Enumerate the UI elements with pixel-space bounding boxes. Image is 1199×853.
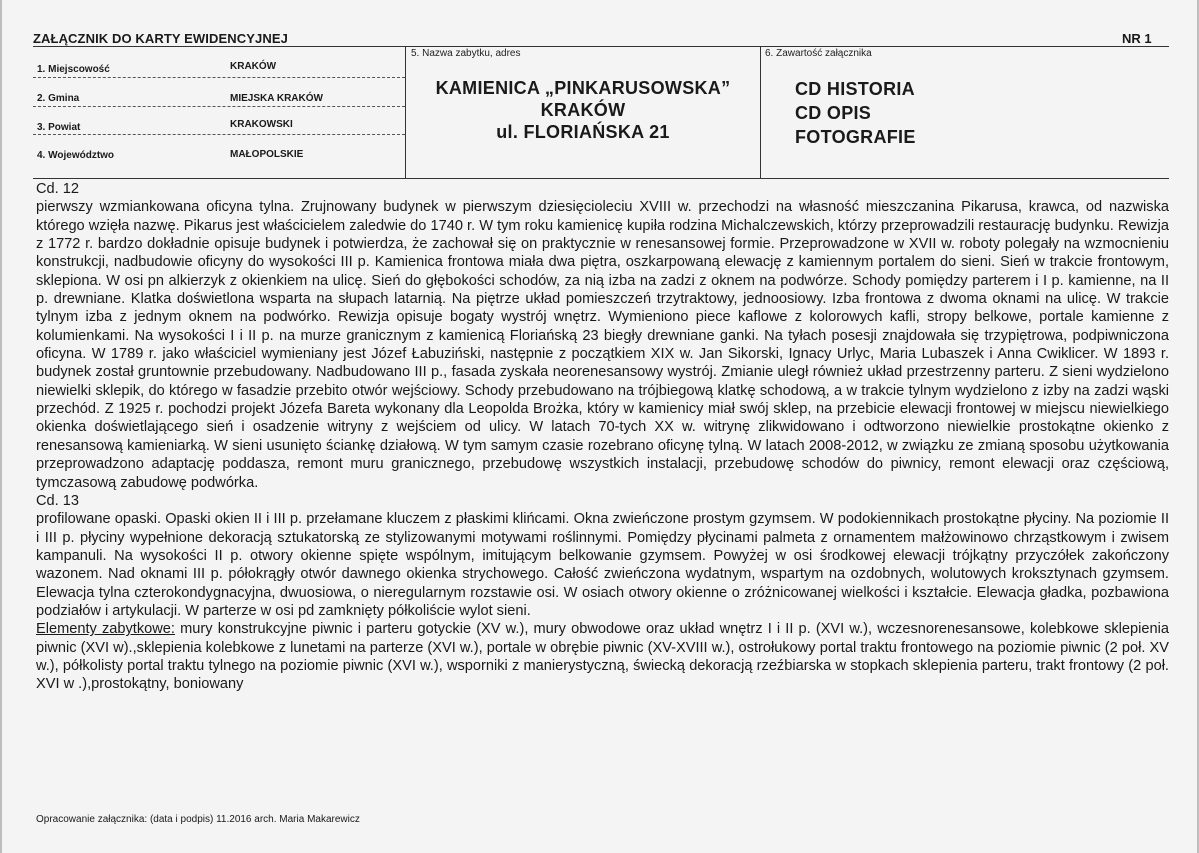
header-rule [33, 46, 1169, 47]
field-value-commune: MIEJSKA KRAKÓW [230, 93, 323, 104]
field-label-county: 3. Powiat [37, 122, 81, 133]
attachment-contents [795, 77, 916, 149]
attachment-title: ZAŁĄCZNIK DO KARTY EWIDENCYJNEJ [33, 31, 288, 46]
field-value-county: KRAKOWSKI [230, 119, 293, 130]
description-body [36, 180, 1169, 694]
history-paragraph: pierwszy wzmiankowana oficyna tylna. Zrujnowany budynek w pierwszym dziesięcioleciu XVIII w. przechodzi na własność mieszczanina Pikarusa, krawca, od nazwiska którego wzięła nazwę. Pikarus jest właścicielem zaledwie do 1740 r. W tym roku kamienicę kupiła rodzina Michalczewskich, którzy przeprowadzili restaurację budynku. Rewizja z 1772 r. bardzo dokładnie opisuje budynek i potwierdza, że zachował się on praktycznie w renesansowej formie. Przeprowadzone w XVII w. roboty polegały na wzmocnieniu konstrukcji, nadbudowie oficyny do wysokości III p. Kamienica frontowa miała dwa piętra, oszkarpowaną elewację z kamiennym portalem do sieni. Sień w trakcie frontowym, sklepiona. W osi pn alkierzyk z okienkiem na ulicę. Sień do głębokości schodów, za nią izba na zadzi z oknem na podwórze. Schody pomiędzy parterem i I p. kamienne, na II p. drewniane. Klatka doświetlona wsparta na słupach latarnią. Na piętrze układ pomieszczeń trzytraktowy, jednoosiowy. Izba frontowa z dwoma oknami na ulicę. W trakcie tylnym izba z jednym oknem na podwórko. Rewizja opisuje bogaty wystrój wnętrz. Wymieniono piece kaflowe z kolorowych kafli, stropy belkowe, portale kamienne z kolumienkami. Na wysokości I i II p. na murze granicznym z kamienicą Floriańską 23 biegły drewniane ganki. Na tyłach posesji znajdowała się trzypiętrowa, podpiwniczona oficyna. W 1789 r. jako właściciel wymieniany jest Józef Łabuziński, następnie z początkiem XIX w. Jan Sikorski, Ignacy Urlyc, Maria Lubaszek i Anna Cwiklicer. W 1893 r. budynek został gruntownie przebudowany. Nadbudowano III p., fasada zyskała neorenesansowy wystrój. Zmianie uległ również układ przestrzenny parteru. Z sieni wydzielono niewielki sklepik, do którego w fasadzie przebito otwór wejściowy. Schody przebudowano na trójbiegową klatkę schodową, a w trakcie tylnym wydzielono z izby na zadzi wąski przechód. Z 1925 r. pochodzi projekt Józefa Bareta wykonany dla Leopolda Brożka, który w kamienicy miał swój sklep, na przebicie elewacji frontowej w miejscu niewielkiego okienka doświetlającego sień i osadzenie witryny z wejściem od ulicy. W latach 70-tych XX w. witrynę zlikwidowano i odtworzono niewielkie prostokątne okienko z renesansową kamieniarką. W sieni usunięto ściankę działową. W tym samym czasie rozebrano oficynę tylną. W latach 2008-2012, w związku ze zmianą sposobu użytkowania przeprowadzono adaptację poddasza, remont muru granicznego, przebudowę wszystkich instalacji, przebudowę schodów do piwnicy, remont elewacji oraz częściową, tymczasową zabudowę podwórka. [36, 199, 1169, 491]
monument-name-address [413, 77, 753, 143]
content-item: FOTOGRAFIE [795, 127, 916, 147]
description-paragraph: profilowane opaski. Opaski okien II i III p. przełamane kluczem z płaskimi klińcami. Okna zwieńczone prostym gzymsem. W podokiennikach prostokątne płyciny. Na poziomie II i III p. płyciny wypełnione dekoracją sztukatorską ze stylizowanymi motywami roślinnymi. Pomiędzy płycinami palmeta z ornamentem małżowinowo chrząstkowym i zwisem kampanuli. Na wysokości II p. otwory okienne spięte wspólnym, imitującym belkowanie gzymsem. Powyżej w osi środkowej elewacji trójkątny przyczółek zakończony wazonem. Nad oknami III p. półokrągły otwór dawnego okienka strychowego. Całość zwieńczona wydatnym, wspartym na ozdobnych, wolutowych kroksztynach gzymsem. Elewacja tylna czterokondygnacyjna, dwuosiowa, o nieregularnym rozstawie osi. W osiach otwory okienne o zróżnicowanej wielkości i kształcie. Elewacja gładka, pozbawiona podziałów i artykulacji. W parterze w osi pd zamknięty półkoliście wylot sieni. [36, 511, 1169, 619]
name-box-label: 5. Nazwa zabytku, adres [411, 48, 521, 59]
historic-elements-paragraph [36, 620, 1169, 693]
column-divider-left [405, 46, 406, 179]
monument-street: ul. FLORIAŃSKA 21 [496, 122, 670, 142]
historic-elements-label: Elementy zabytkowe: [36, 621, 175, 638]
field-value-voivodeship: MAŁOPOLSKIE [230, 149, 304, 160]
field-value-locality: KRAKÓW [230, 61, 277, 72]
historic-elements-text: mury konstrukcyjne piwnic i parteru gotyckie (XV w.), mury obwodowe oraz układ wnętrz I i II p. (XVI w.), wczesnorenesansowe, kolebkowe sklepienia piwnic (XVI w).,sklepienia kolebkowe z lunetami na parterze (XVI w.), portale w obrębie piwnic (XV-XVIII w.), ostrołukowy portal traktu frontowego na poziomie piwnic (2 poł. XV w.), półkolisty portal traktu tylnego na poziomie piwnic (XVI w.), wsporniki z manierystyczną, świecką dekoracją rzeźbiarska w stopkach sklepienia parteru, trakt frontowy (2 poł. XVI w .),prostokątny, boniowany [36, 621, 1169, 693]
field-separator [33, 106, 405, 107]
field-separator [33, 134, 405, 135]
monument-name: KAMIENICA „PINKARUSOWSKA” [435, 78, 731, 98]
column-divider-right [760, 46, 761, 179]
field-label-locality: 1. Miejscowość [37, 64, 110, 75]
field-label-commune: 2. Gmina [37, 93, 80, 104]
section-heading: Cd. 12 [36, 181, 79, 197]
table-bottom-rule [33, 178, 1169, 179]
attachment-number: NR 1 [1122, 31, 1152, 46]
field-label-voivodeship: 4. Województwo [37, 150, 115, 161]
content-item: CD HISTORIA [795, 79, 915, 99]
content-box-label: 6. Zawartość załącznika [765, 48, 872, 59]
field-separator [33, 77, 405, 78]
prepared-by: Opracowanie załącznika: (data i podpis) 11.2016 arch. Maria Makarewicz [36, 814, 360, 825]
section-heading: Cd. 13 [36, 492, 79, 509]
monument-city: KRAKÓW [540, 100, 626, 120]
content-item: CD OPIS [795, 103, 872, 123]
